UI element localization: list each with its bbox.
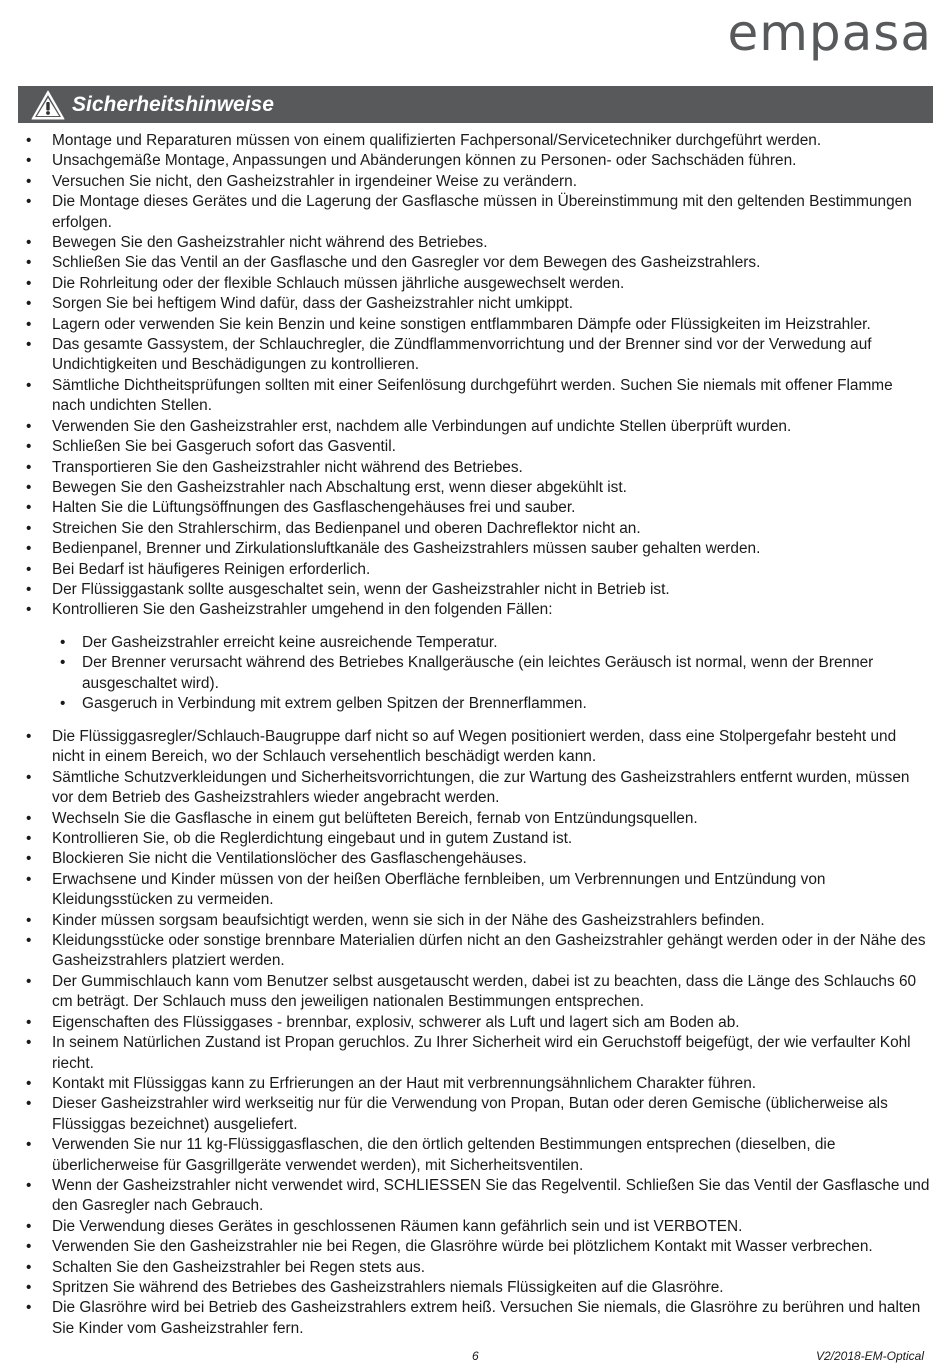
safety-list-part2 xyxy=(18,727,930,1339)
list-item: • Der Flüssiggastank sollte ausgeschaltet sein, wenn der Gasheizstrahler nicht in Betrieb ist. xyxy=(18,580,930,600)
list-item: • Bedienpanel, Brenner und Zirkulationsluftkanäle des Gasheizstrahlers müssen sauber gehalten werden. xyxy=(18,539,930,559)
list-item: • Schalten Sie den Gasheizstrahler bei Regen stets aus. xyxy=(18,1258,930,1278)
list-item: • Sorgen Sie bei heftigem Wind dafür, dass der Gasheizstrahler nicht umkippt. xyxy=(18,294,930,314)
sub-list-wrapper xyxy=(50,633,930,715)
list-item: • Schließen Sie das Ventil an der Gasflasche und den Gasregler vor dem Bewegen des Gasheizstrahlers. xyxy=(18,253,930,273)
list-item: • Sämtliche Schutzverkleidungen und Sicherheitsvorrichtungen, die zur Wartung des Gasheizstrahlers entfernt wurden, müssen vor dem Betrieb des Gasheizstrahlers wieder angebracht werden. xyxy=(18,768,930,809)
list-item: • Bei Bedarf ist häufigeres Reinigen erforderlich. xyxy=(18,560,930,580)
list-item: • In seinem Natürlichen Zustand ist Propan geruchlos. Zu Ihrer Sicherheit wird ein Geruchstoff beigefügt, der wie verfaulter Kohl riecht. xyxy=(18,1033,930,1074)
warning-triangle-icon xyxy=(30,89,66,121)
list-item: • Dieser Gasheizstrahler wird werkseitig nur für die Verwendung von Propan, Butan oder deren Gemische (üblicherweise als Flüssiggas bezeichnet) ausgeliefert. xyxy=(18,1094,930,1135)
section-title: Sicherheitshinweise xyxy=(72,92,274,116)
list-item: • Kontakt mit Flüssiggas kann zu Erfrierungen an der Haut mit verbrennungsähnlichem Charakter führen. xyxy=(18,1074,930,1094)
list-item: • Schließen Sie bei Gasgeruch sofort das Gasventil. xyxy=(18,437,930,457)
list-item: • Verwenden Sie den Gasheizstrahler nie bei Regen, die Glasröhre würde bei plötzlichem Kontakt mit Wasser verbrechen. xyxy=(18,1237,930,1257)
list-item: • Unsachgemäße Montage, Anpassungen und Abänderungen können zu Personen- oder Sachschäden führen. xyxy=(18,151,930,171)
list-item: • Kontrollieren Sie, ob die Reglerdichtung eingebaut und in gutem Zustand ist. xyxy=(18,829,930,849)
list-item: • Wenn der Gasheizstrahler nicht verwendet wird, SCHLIESSEN Sie das Regelventil. Schließen Sie das Ventil der Gasflasche und den Gasregler nach Gebrauch. xyxy=(18,1176,930,1217)
list-item: • Wechseln Sie die Gasflasche in einem gut belüfteten Bereich, fernab von Entzündungsquellen. xyxy=(18,809,930,829)
list-item: • Die Glasröhre wird bei Betrieb des Gasheizstrahlers extrem heiß. Versuchen Sie niemals, die Glasröhre zu berühren und halten Sie Kinder vom Gasheizstrahler fern. xyxy=(18,1298,930,1339)
sub-list-item: • Der Gasheizstrahler erreicht keine ausreichende Temperatur. xyxy=(50,633,930,653)
list-item: • Die Montage dieses Gerätes und die Lagerung der Gasflasche müssen in Übereinstimmung mit den geltenden Bestimmungen erfolgen. xyxy=(18,192,930,233)
list-item: • Versuchen Sie nicht, den Gasheizstrahler in irgendeiner Weise zu verändern. xyxy=(18,172,930,192)
list-item: • Spritzen Sie während des Betriebes des Gasheizstrahlers niemals Flüssigkeiten auf die Glasröhre. xyxy=(18,1278,930,1298)
list-item: • Sämtliche Dichtheitsprüfungen sollten mit einer Seifenlösung durchgeführt werden. Suchen Sie niemals mit offener Flamme nach undichten Stellen. xyxy=(18,376,930,417)
page-number: 6 xyxy=(472,1349,479,1363)
check-cases-list xyxy=(50,633,930,715)
list-item: • Lagern oder verwenden Sie kein Benzin und keine sonstigen entflammbaren Dämpfe oder Flüssigkeiten im Heizstrahler. xyxy=(18,315,930,335)
list-item: • Bewegen Sie den Gasheizstrahler nicht während des Betriebes. xyxy=(18,233,930,253)
list-item: • Der Gummischlauch kann vom Benutzer selbst ausgetauscht werden, dabei ist zu beachten, dass die Länge des Schlauchs 60 cm beträgt. Der Schlauch muss den jeweiligen nationalen Bestimmungen entsprechen. xyxy=(18,972,930,1013)
list-item: • Halten Sie die Lüftungsöffnungen des Gasflaschengehäuses frei und sauber. xyxy=(18,498,930,518)
list-item: • Transportieren Sie den Gasheizstrahler nicht während des Betriebes. xyxy=(18,458,930,478)
list-item: • Kleidungsstücke oder sonstige brennbare Materialien dürfen nicht an den Gasheizstrahler gehängt werden oder in der Nähe des Gasheizstrahlers platziert werden. xyxy=(18,931,930,972)
section-header xyxy=(18,86,933,123)
list-item: • Die Verwendung dieses Gerätes in geschlossenen Räumen kann gefährlich sein und ist VERBOTEN. xyxy=(18,1217,930,1237)
document-version: V2/2018-EM-Optical xyxy=(815,1349,924,1363)
list-item: • Die Flüssiggasregler/Schlauch-Baugruppe darf nicht so auf Wegen positioniert werden, dass eine Stolpergefahr besteht und nicht in einem Bereich, wo der Schlauch versehentlich beschädigt werden kann. xyxy=(18,727,930,768)
list-item: • Kinder müssen sorgsam beaufsichtigt werden, wenn sie sich in der Nähe des Gasheizstrahlers befinden. xyxy=(18,911,930,931)
list-item: • Verwenden Sie den Gasheizstrahler erst, nachdem alle Verbindungen auf undichte Stellen überprüft wurden. xyxy=(18,417,930,437)
list-item: • Kontrollieren Sie den Gasheizstrahler umgehend in den folgenden Fällen: xyxy=(18,600,930,620)
list-item: • Montage und Reparaturen müssen von einem qualifizierten Fachpersonal/Servicetechniker durchgeführt werden. xyxy=(18,131,930,151)
list-item: • Blockieren Sie nicht die Ventilationslöcher des Gasflaschengehäuses. xyxy=(18,849,930,869)
list-item: • Bewegen Sie den Gasheizstrahler nach Abschaltung erst, wenn dieser abgekühlt ist. xyxy=(18,478,930,498)
sub-list-item: • Gasgeruch in Verbindung mit extrem gelben Spitzen der Brennerflammen. xyxy=(50,694,930,714)
safety-list-part1 xyxy=(18,131,930,621)
list-item: • Verwenden Sie nur 11 kg-Flüssiggasflaschen, die den örtlich geltenden Bestimmungen entsprechen (dieselben, die überlicherweise für Gasgrillgeräte verwendet werden), mit Sicherheitsventilen. xyxy=(18,1135,930,1176)
list-item: • Streichen Sie den Strahlerschirm, das Bedienpanel und oberen Dachreflektor nicht an. xyxy=(18,519,930,539)
list-item: • Das gesamte Gassystem, der Schlauchregler, die Zündflammenvorrichtung und der Brenner sind vor der Verwedung auf Undichtigkeiten und Beschädigungen zu kontrollieren. xyxy=(18,335,930,376)
list-item: • Eigenschaften des Flüssiggases - brennbar, explosiv, schwerer als Luft und lagert sich am Boden ab. xyxy=(18,1013,930,1033)
list-item: • Erwachsene und Kinder müssen von der heißen Oberfläche fernbleiben, um Verbrennungen und Entzündung von Kleidungsstücken zu vermeiden. xyxy=(18,870,930,911)
brand-logo: empasa xyxy=(727,4,932,62)
sub-list-item: • Der Brenner verursacht während des Betriebes Knallgeräusche (ein leichtes Geräusch ist normal, wenn der Brenner ausgeschaltet wird). xyxy=(50,653,930,694)
list-item: • Die Rohrleitung oder der flexible Schlauch müssen jährliche ausgewechselt werden. xyxy=(18,274,930,294)
